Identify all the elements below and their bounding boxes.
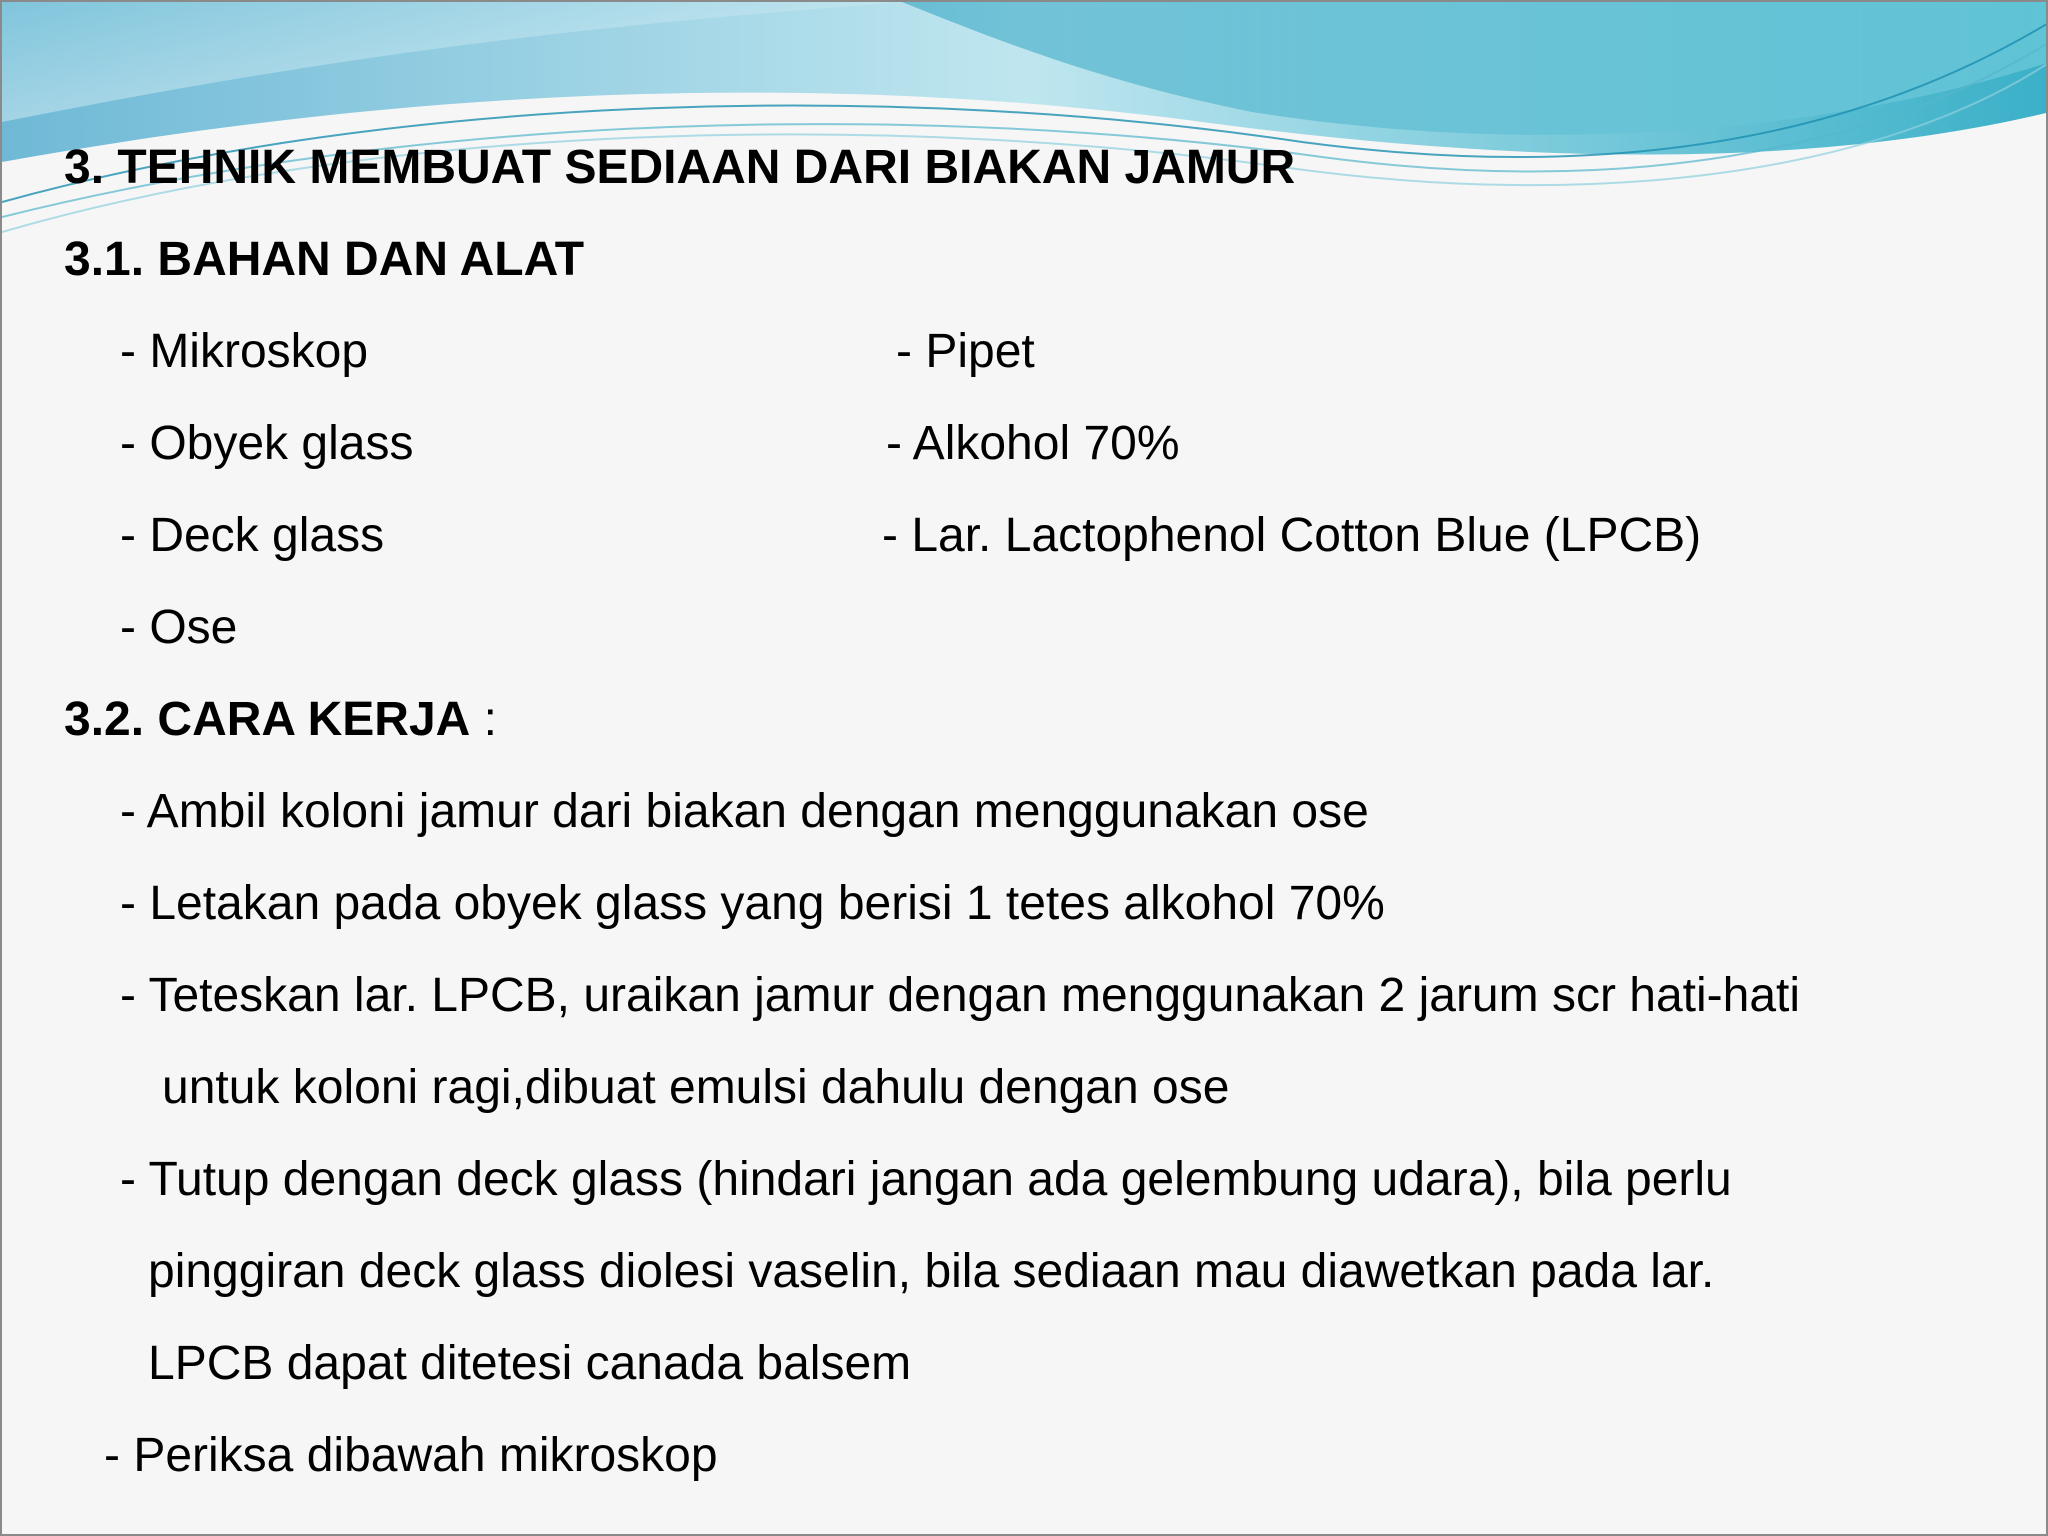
slide-title: 3. TEHNIK MEMBUAT SEDIAAN DARI BIAKAN JAMUR	[64, 141, 1296, 194]
material-item: - Mikroskop	[120, 325, 369, 378]
procedure-step-continuation: LPCB dapat ditetesi canada balsem	[148, 1337, 912, 1390]
procedure-step: - Tutup dengan deck glass (hindari jangan ada gelembung udara), bila perlu	[120, 1153, 1732, 1206]
procedure-step: - Ambil koloni jamur dari biakan dengan menggunakan ose	[120, 785, 1369, 838]
decorative-wave	[2, 2, 2048, 242]
section-heading-procedure	[64, 692, 497, 748]
material-item: - Lar. Lactophenol Cotton Blue (LPCB)	[882, 509, 1702, 562]
material-item: - Alkohol 70%	[886, 417, 1180, 470]
section-heading-materials: 3.1. BAHAN DAN ALAT	[64, 233, 585, 286]
material-item: - Ose	[120, 601, 238, 654]
procedure-heading-text: 3.2. CARA KERJA	[64, 693, 471, 746]
procedure-heading-colon: :	[470, 693, 497, 746]
procedure-step: - Periksa dibawah mikroskop	[104, 1429, 718, 1482]
procedure-step: - Letakan pada obyek glass yang berisi 1 tetes alkohol 70%	[120, 877, 1385, 930]
material-item: - Deck glass	[120, 509, 385, 562]
procedure-step-continuation: untuk koloni ragi,dibuat emulsi dahulu dengan ose	[162, 1061, 1230, 1114]
procedure-step: - Teteskan lar. LPCB, uraikan jamur dengan menggunakan 2 jarum scr hati-hati	[120, 969, 1801, 1022]
material-item: - Pipet	[896, 325, 1035, 378]
material-item: - Obyek glass	[120, 417, 414, 470]
procedure-step-continuation: pinggiran deck glass diolesi vaselin, bila sediaan mau diawetkan pada lar.	[148, 1245, 1715, 1298]
